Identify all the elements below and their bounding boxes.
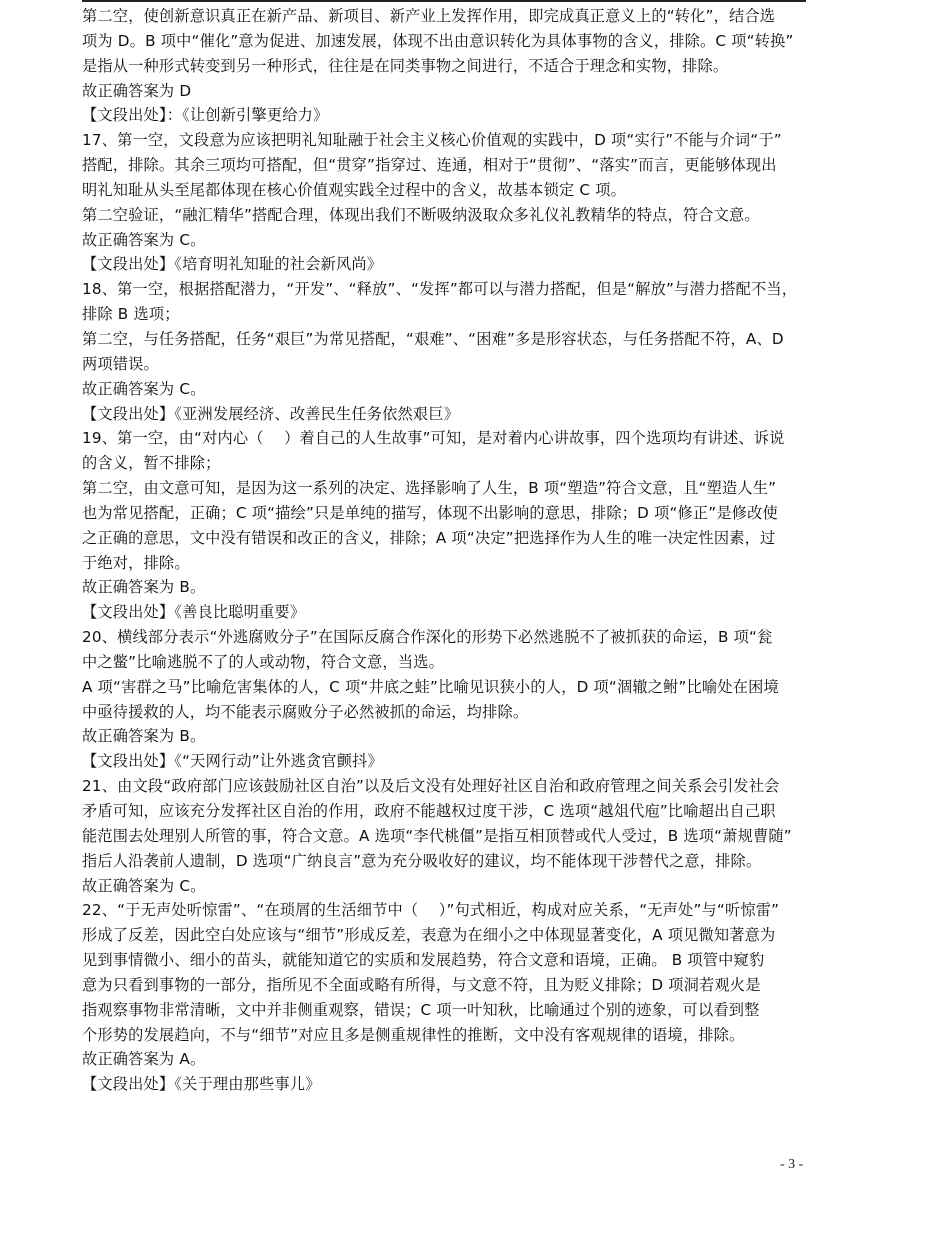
answer-line: 故正确答案为 C。 xyxy=(82,230,206,249)
answer-line: 故正确答案为 A。 xyxy=(82,1050,206,1069)
source-line: 【文段出处】《培育明礼知耻的社会新风尚》 xyxy=(82,255,383,274)
text-line: 明礼知耻从头至尾都体现在核心价值观实践全过程中的含义，故基本锁定 C 项。 xyxy=(82,180,627,199)
text-line: 第二空，与任务搭配，任务“艰巨”为常见搭配，“艰难”、“困难”多是形容状态，与任务搭配不符，A、D xyxy=(82,329,784,348)
text-line: 搭配，排除。其余三项均可搭配，但“贯穿”指穿过、连通，相对于“贯彻”、“落实”而言，更能够体现出 xyxy=(82,156,777,175)
text-line: 第二空，由文意可知，是因为这一系列的决定、选择影响了人生，B 项“塑造”符合文意，且“塑造人生” xyxy=(82,479,777,498)
text-line: 之正确的意思，文中没有错误和改正的含义，排除；A 项“决定”把选择作为人生的唯一决定性因素，过 xyxy=(82,528,776,547)
text-line: A 项“害群之马”比喻危害集体的人，C 项“井底之蛙”比喻见识狭小的人，D 项“涸辙之鲋”比喻处在困境 xyxy=(82,677,779,696)
text-line: 中之鳖”比喻逃脱不了的人或动物，符合文意，当选。 xyxy=(82,652,444,671)
question-21-start: 21、由文段“政府部门应该鼓励社区自治”以及后文没有处理好社区自治和政府管理之间关系会引发社会 xyxy=(82,777,780,796)
question-20-start: 20、横线部分表示“外逃腐败分子”在国际反腐合作深化的形势下必然逃脱不了被抓获的命运，B 项“瓮 xyxy=(82,628,773,647)
question-22-start: 22、“于无声处听惊雷”、“在琐屑的生活细节中（ ）”句式相近，构成对应关系，“无声处”与“听惊雷” xyxy=(82,901,780,920)
text-line: 于绝对，排除。 xyxy=(82,553,190,572)
document-body xyxy=(82,4,832,1097)
text-line: 个形势的发展趋向，不与“细节”对应且多是侧重规律性的推断，文中没有客观规律的语境，排除。 xyxy=(82,1025,745,1044)
answer-line: 故正确答案为 B。 xyxy=(82,727,206,746)
source-line: 【文段出处】《善良比聪明重要》 xyxy=(82,603,306,622)
source-line: 【文段出处】《“天网行动”让外逃贪官颤抖》 xyxy=(82,752,383,771)
text-line: 意为只看到事物的一部分，指所见不全面或略有所得，与文意不符，且为贬义排除；D 项洞若观火是 xyxy=(82,975,761,994)
text-line: 是指从一种形式转变到另一种形式，往往是在同类事物之间进行，不适合于理念和实物，排除。 xyxy=(82,56,729,75)
text-line: 矛盾可知，应该充分发挥社区自治的作用，政府不能越权过度干涉，C 选项“越俎代庖”比喻超出自己职 xyxy=(82,802,776,820)
question-19-start: 19、第一空，由“对内心（ ）着自己的人生故事”可知，是对着内心讲故事，四个选项均有讲述、诉说 xyxy=(82,429,785,448)
text-line: 见到事情微小、细小的苗头，就能知道它的实质和发展趋势，符合文意和语境，正确。 B 项管中窥豹 xyxy=(82,951,765,970)
text-line: 也为常见搭配，正确；C 项“描绘”只是单纯的描写，体现不出影响的意思，排除；D 项“修正”是修改使 xyxy=(82,503,778,522)
text-line: 指观察事物非常清晰，文中并非侧重观察，错误；C 项一叶知秋，比喻通过个别的迹象，可以看到整 xyxy=(82,1000,760,1019)
header-rule xyxy=(82,0,806,2)
source-line: 【文段出处】《亚洲发展经济、改善民生任务依然艰巨》 xyxy=(82,404,460,423)
page-number: - 3 - xyxy=(780,1157,804,1172)
text-line: 形成了反差，因此空白处应该与“细节”形成反差，表意为在细小之中体现显著变化，A 项见微知著意为 xyxy=(82,926,776,945)
answer-line: 故正确答案为 D xyxy=(82,81,192,100)
text-line: 中亟待援救的人，均不能表示腐败分子必然被抓的命运，均排除。 xyxy=(82,702,529,721)
question-18-start: 18、第一空，根据搭配潜力，“开发”、“释放”、“发挥”都可以与潜力搭配，但是“解放”与潜力搭配不当， xyxy=(82,280,798,299)
text-line: 第二空验证，“融汇精华”搭配合理，体现出我们不断吸纳汲取众多礼仪礼教精华的特点，符合文意。 xyxy=(82,205,760,224)
text-line: 排除 B 选项； xyxy=(82,305,180,324)
text-line: 项为 D。B 项中“催化”意为促进、加速发展，体现不出由意识转化为具体事物的含义，排除。C 项“转换” xyxy=(82,31,794,50)
text-line: 第二空，使创新意识真正在新产品、新项目、新产业上发挥作用，即完成真正意义上的“转化”，结合选 xyxy=(82,7,776,25)
answer-line: 故正确答案为 B。 xyxy=(82,578,206,597)
text-line: 指后人沿袭前人遗制，D 选项“广纳良言”意为充分吸收好的建议，均不能体现干涉替代之意，排除。 xyxy=(82,851,762,870)
answer-line: 故正确答案为 C。 xyxy=(82,876,206,895)
text-line: 的含义，暂不排除； xyxy=(82,454,221,473)
answer-line: 故正确答案为 C。 xyxy=(82,379,206,398)
text-line: 能范围去处理别人所管的事，符合文意。A 选项“李代桃僵”是指互相顶替或代人受过，B 选项“萧规曹随” xyxy=(82,826,792,845)
question-17-start: 17、第一空，文段意为应该把明礼知耻融于社会主义核心价值观的实践中，D 项“实行”不能与介词“于” xyxy=(82,131,782,150)
source-line: 【文段出处】：《让创新引擎更给力》 xyxy=(82,106,329,125)
source-line: 【文段出处】《关于理由那些事儿》 xyxy=(82,1075,321,1094)
text-line: 两项错误。 xyxy=(82,354,159,373)
